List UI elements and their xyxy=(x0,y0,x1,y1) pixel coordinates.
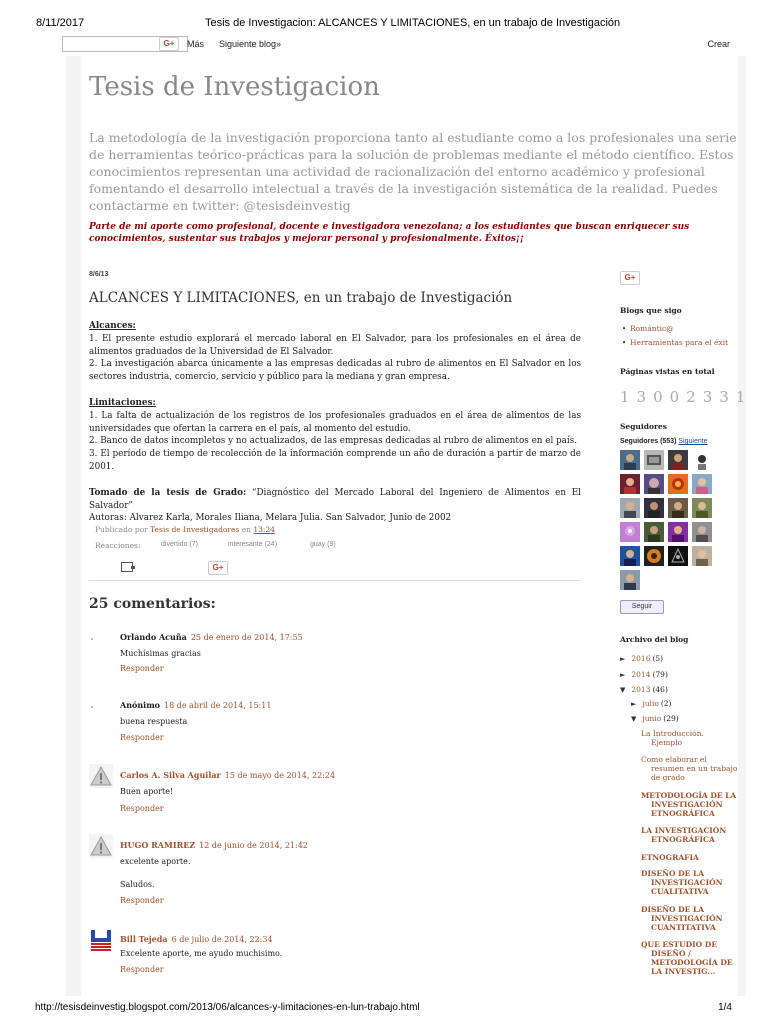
sidebar-gplus-button[interactable]: G+ xyxy=(620,271,640,285)
follower-avatar[interactable] xyxy=(644,450,664,470)
reaction-guay[interactable]: guay (9) xyxy=(310,541,336,548)
comment-text: Buen aporte! xyxy=(120,787,174,796)
blog-tagline: Parte de mi aporte como profesional, docente e investigadora venezolana; a los estudiantes que buscan enriquecer sus conocimientos, sustentar sus trabajos y mejorar personal y profesionalmente. Éxitos¡¡ xyxy=(89,222,690,244)
comment-author: Anónimo xyxy=(120,700,161,710)
email-share-icon[interactable] xyxy=(121,562,133,572)
comment xyxy=(89,700,581,750)
print-url: http://tesisdeinvestig.blogspot.com/2013/06/alcances-y-limitaciones-en-lun-trabajo.html xyxy=(35,1002,420,1013)
follower-avatar[interactable] xyxy=(620,474,640,494)
collapse-icon[interactable]: ▼ xyxy=(631,715,637,723)
source-text: “Diagnóstico del Mercado Laboral del Ingeniero de Alimentos en El Salvador” xyxy=(89,487,581,511)
comment xyxy=(89,840,581,906)
print-title: Tesis de Investigacion: ALCANCES Y LIMITACIONES, en un trabajo de Investigación xyxy=(205,17,621,29)
print-date: 8/11/2017 xyxy=(36,17,85,29)
follower-avatar[interactable] xyxy=(644,498,664,518)
divider xyxy=(89,580,581,581)
comment-text: Excelente aporte, me ayudo muchisimo. xyxy=(120,949,283,958)
follower-avatar[interactable] xyxy=(668,450,688,470)
followers-heading: Seguidores xyxy=(620,422,667,431)
comment-date-link[interactable]: 25 de enero de 2014, 17:55 xyxy=(190,633,303,642)
follower-avatar[interactable] xyxy=(644,474,664,494)
archive-month-junio[interactable]: ▼ junio (29) xyxy=(631,714,679,723)
reply-link[interactable]: Responder xyxy=(120,664,164,673)
reaction-divertido[interactable]: divertido (7) xyxy=(161,541,198,548)
followed-blog-link[interactable]: Herramientas para el éxit xyxy=(630,338,729,347)
post-time-link[interactable]: 13:24 xyxy=(253,525,275,534)
blogs-heading: Blogs que sigo xyxy=(620,306,682,315)
pageviews-counter: 13002331 xyxy=(620,388,753,406)
expand-icon[interactable]: ► xyxy=(631,700,637,708)
archive-year-2016[interactable]: ► 2016 (5) xyxy=(620,654,664,663)
follower-avatar[interactable] xyxy=(668,546,688,566)
reaction-interesante[interactable]: interesante (24) xyxy=(228,541,278,548)
post-author-link[interactable]: Tesis de Investigadores xyxy=(150,525,240,534)
follower-avatar[interactable] xyxy=(668,498,688,518)
flag-avatar-icon xyxy=(89,928,113,952)
alcances-heading: Alcances: xyxy=(89,321,136,331)
comment-text: Saludos. xyxy=(120,880,155,889)
archive-post-link[interactable]: DISEÑO DE LA INVESTIGACIÓN CUANTITATIVA xyxy=(641,905,723,932)
limitaciones-heading: Limitaciones: xyxy=(89,397,156,408)
comment xyxy=(89,770,581,820)
follower-avatar[interactable] xyxy=(692,522,712,542)
archive-post-link[interactable]: QUE ESTUDIO DE DISEÑO / METODOLOGÍA DE LA INVESTIG... xyxy=(641,940,733,976)
follower-avatar[interactable] xyxy=(620,522,640,542)
comment-text: excelente aporte. xyxy=(120,857,191,866)
post-gplus-button[interactable]: G+ xyxy=(208,561,228,575)
collapse-icon[interactable]: ▼ xyxy=(620,686,626,694)
archive-post-link[interactable]: Como elaborar el resumen en un trabajo de grado xyxy=(641,755,738,782)
print-header xyxy=(0,0,768,30)
reply-link[interactable]: Responder xyxy=(120,965,164,974)
default-avatar-icon xyxy=(89,834,113,858)
post-byline: Publicado por Tesis de Investigadores en 13:24 xyxy=(95,525,275,534)
print-footer xyxy=(0,994,768,1024)
expand-icon[interactable]: ► xyxy=(620,671,626,679)
follower-avatar[interactable] xyxy=(620,570,640,590)
follower-avatar[interactable] xyxy=(620,546,640,566)
followers-count: Seguidores (553) Siguiente xyxy=(620,438,708,445)
comment-date-link[interactable]: 6 de julio de 2014, 22:34 xyxy=(171,935,273,944)
archive-post-link[interactable]: DISEÑO DE LA INVESTIGACIÓN CUALITATIVA xyxy=(641,869,723,896)
follower-avatar[interactable] xyxy=(620,450,640,470)
comment-author[interactable]: Orlando Acuña xyxy=(120,632,187,642)
comment-date-link[interactable]: 12 de junio de 2014, 21:42 xyxy=(199,841,308,850)
comment-text: buena respuesta xyxy=(120,717,188,726)
follower-avatar[interactable] xyxy=(668,522,688,542)
expand-icon[interactable]: ► xyxy=(620,655,626,663)
reply-link[interactable]: Responder xyxy=(120,804,164,813)
comment xyxy=(89,632,581,682)
comment-date-link[interactable]: 15 de mayo de 2014, 22:24 xyxy=(224,771,336,780)
limitaciones-item: 3. El período de tiempo de recolección de la información comprende un año de duración a partir de marzo de 2001. xyxy=(89,449,581,472)
post-date: 8/6/13 xyxy=(89,271,109,278)
comment-date-link[interactable]: 18 de abril de 2014, 15:11 xyxy=(164,701,272,710)
reply-link[interactable]: Responder xyxy=(120,733,164,742)
navbar-more-link[interactable]: Más xyxy=(187,39,205,49)
navbar-create-link[interactable]: Crear xyxy=(707,39,730,49)
archive-post-link[interactable]: La Introducción. Ejemplo xyxy=(641,729,704,747)
follow-button[interactable]: Seguir xyxy=(620,600,664,614)
comment-author[interactable]: Bill Tejeda xyxy=(120,934,168,944)
post-title[interactable]: ALCANCES Y LIMITACIONES, en un trabajo de Investigación xyxy=(89,290,513,306)
archive-post-link[interactable]: LA INVESTIGACIÓN ETNOGRÁFICA xyxy=(641,826,727,844)
reply-link[interactable]: Responder xyxy=(120,896,164,905)
follower-avatar[interactable] xyxy=(692,498,712,518)
follower-avatar[interactable] xyxy=(620,498,640,518)
source-line xyxy=(89,487,581,513)
blogger-navbar xyxy=(35,32,735,56)
limitaciones-item: 1. La falta de actualización de los registros de los profesionales graduados en el área de alimentos de las universidades que ofertan la carrera en el país, al momento del estudio. xyxy=(89,410,581,434)
blog-title[interactable]: Tesis de Investigacion xyxy=(89,72,380,102)
follower-avatar[interactable] xyxy=(644,522,664,542)
navbar-next-blog-link[interactable]: Siguiente blog» xyxy=(219,39,282,49)
archive-month-julio[interactable]: ► julio (2) xyxy=(631,699,672,708)
follower-avatar[interactable] xyxy=(644,546,664,566)
source-label: Tomado de la tesis de Grado: xyxy=(89,487,247,498)
avatar xyxy=(91,638,93,640)
comments-title: 25 comentarios: xyxy=(89,596,216,612)
archive-heading: Archivo del blog xyxy=(620,635,689,644)
followers-next-link[interactable]: Siguiente xyxy=(678,438,708,445)
follower-avatar[interactable] xyxy=(692,546,712,566)
alcances-item: 2. La investigación abarca únicamente a las empresas dedicadas al rubro de alimentos en El Salvador en los sectores industria, comercio, servicio y público para la mediana y gran empresa. xyxy=(89,359,581,383)
comment xyxy=(89,934,581,984)
alcances-item: 1. El presente estudio explorará el mercado laboral en El Salvador, para los profesionales en el área de alimentos graduados de la Universidad de El Salvador. xyxy=(89,333,581,357)
follower-avatar[interactable] xyxy=(692,474,712,494)
comment-author[interactable]: Carlos A. Silva Aguilar xyxy=(120,770,221,780)
comment-author[interactable]: HUGO RAMIREZ xyxy=(120,840,196,850)
source-authors: Autoras: Alvarez Karla, Morales Iliana, Melara Julia. San Salvador, Junio de 2002 xyxy=(89,513,452,524)
archive-post-link[interactable]: ETNOGRAFIA xyxy=(641,853,699,862)
navbar-gplus-button[interactable]: G+ xyxy=(159,37,179,51)
archive-year-2013[interactable]: ▼ 2013 (46) xyxy=(620,685,668,694)
post-body xyxy=(89,320,581,525)
pageviews-heading: Páginas vistas en total xyxy=(620,367,715,376)
follower-avatar[interactable] xyxy=(692,450,712,470)
limitaciones-item: 2. Banco de datos incompletos y no actualizados, de las empresas dedicadas al rubro de alimentos en el país. xyxy=(89,436,578,447)
avatar xyxy=(91,706,93,708)
blog-description: La metodología de la investigación proporciona tanto al estudiante como a los profesionales una serie de herramientas teórico-prácticas para la solución de problemas mediante el método científico. Estos conocimientos representan una actividad de racionalización del entorno académico y profesional fomentando el desarrollo intelectual a través de la investigación sistemática de la realidad. Puedes contactarme en twitter: @tesisdeinvestig xyxy=(89,130,737,213)
followed-blog-link[interactable]: Romántic@ xyxy=(630,324,674,333)
default-avatar-icon xyxy=(89,764,113,788)
archive-post-link[interactable]: METODOLOGÍA DE LA INVESTIGACIÓN ETNOGRÁFICA xyxy=(641,791,737,818)
reactions-label: Reacciones: xyxy=(95,541,141,550)
comment-text: Muchísimas gracias xyxy=(120,649,201,658)
print-page-number: 1/4 xyxy=(718,1002,732,1013)
follower-avatar[interactable] xyxy=(668,474,688,494)
archive-year-2014[interactable]: ► 2014 (79) xyxy=(620,670,668,679)
